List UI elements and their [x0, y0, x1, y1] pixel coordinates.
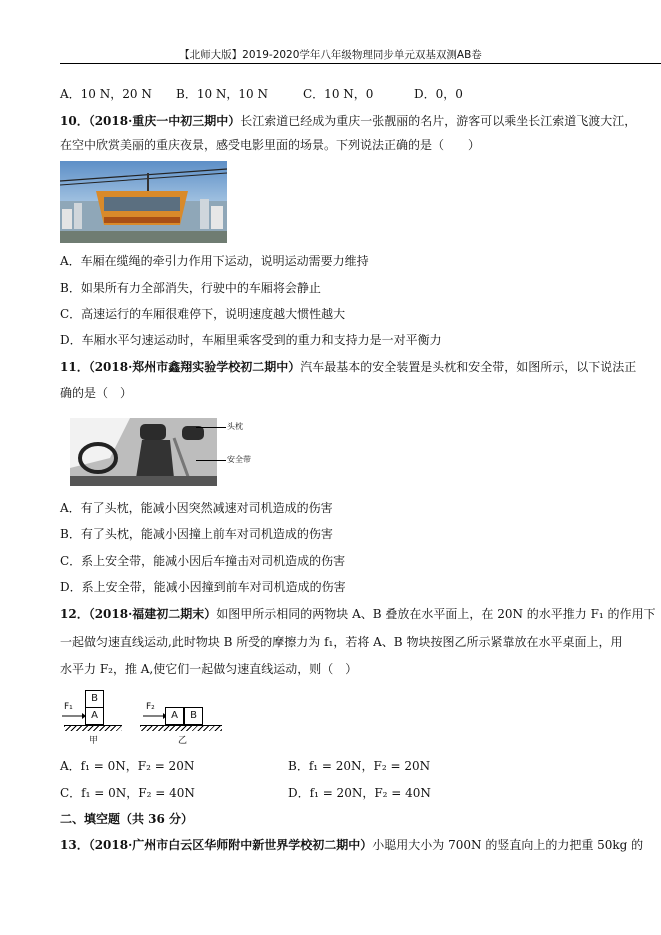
- q12-source: 12．（2018·福建初二期末）: [60, 607, 217, 621]
- fig-jia-block-b: B: [85, 690, 104, 708]
- car-seat-photo: [70, 418, 217, 486]
- q9-option-a: A．10 N，20 N: [60, 87, 152, 101]
- q10-option-d: D．车厢水平匀速运动时，车厢里乘客受到的重力和支持力是一对平衡力: [60, 333, 442, 347]
- page-header: 【北师大版】2019-2020学年八年级物理同步单元双基双测AB卷: [179, 49, 482, 61]
- q10-source: 10．（2018·重庆一中初三期中）: [60, 114, 241, 128]
- q12-option-b: B．f₁ = 20N，F₂ = 20N: [288, 759, 431, 773]
- q11-stem-line2: 确的是（ ）: [60, 386, 133, 400]
- q11-option-c: C．系上安全带，能减小因后车撞击对司机造成的伤害: [60, 554, 346, 568]
- fig-jia-hatch: [64, 726, 122, 731]
- q11-option-b: B．有了头枕，能减小因撞上前车对司机造成的伤害: [60, 527, 333, 541]
- fig-jia-arrow: [62, 712, 86, 720]
- fig-jia-caption: 甲: [89, 736, 99, 746]
- label-headrest: 头枕: [227, 422, 243, 431]
- q11-source: 11．（2018·郑州市鑫翔实验学校初二期中）: [60, 360, 301, 374]
- fig-jia-force-label: F₁: [64, 702, 73, 712]
- q9-option-c: C．10 N，0: [303, 87, 374, 101]
- fig-yi-block-b: B: [184, 707, 203, 725]
- q12-stem-line1: [60, 606, 656, 622]
- q11-stem-line1: [60, 359, 636, 375]
- belt-leader-line: [196, 460, 226, 461]
- cable-car-photo: [60, 161, 227, 243]
- q12-stem-line2: 一起做匀速直线运动,此时物块 B 所受的摩擦力为 f₁，若将 A、B 物块按图乙所示紧靠放在水平桌面上，用: [60, 635, 623, 649]
- q12-stem-line3: 水平力 F₂，推 A,使它们一起做匀速直线运动，则（ ）: [60, 662, 358, 676]
- fig-yi-block-a: A: [165, 707, 184, 725]
- q12-stem-text: 如图甲所示相同的两物块 A、B 叠放在水平面上，在 20N 的水平推力 F₁ 的作用下: [216, 607, 656, 621]
- q10-stem-text: 长江索道已经成为重庆一张靓丽的名片，游客可以乘坐长江索道飞渡大江，: [240, 114, 637, 128]
- q10-option-a: A．车厢在缆绳的牵引力作用下运动，说明运动需要力维持: [60, 254, 369, 268]
- header-rule: [60, 63, 661, 64]
- q10-option-b: B．如果所有力全部消失，行驶中的车厢将会静止: [60, 281, 321, 295]
- fig-yi-arrow: [143, 712, 167, 720]
- headrest-leader-line: [196, 427, 226, 428]
- q11-option-a: A．有了头枕，能减小因突然减速对司机造成的伤害: [60, 501, 333, 515]
- q10-stem-line1: [60, 113, 636, 129]
- q10-stem-line2: 在空中欣赏美丽的重庆夜景，感受电影里面的场景。下列说法正确的是（ ）: [60, 138, 481, 152]
- q9-option-d: D．0，0: [414, 87, 463, 101]
- fig-yi-force-label: F₂: [146, 702, 155, 712]
- fig-yi-caption: 乙: [178, 736, 188, 746]
- q12-option-a: A．f₁ = 0N，F₂ = 20N: [60, 759, 195, 773]
- q13-stem-text: 小聪用大小为 700N 的竖直向上的力把重 50kg 的: [372, 838, 644, 852]
- q12-option-c: C．f₁ = 0N，F₂ = 40N: [60, 786, 195, 800]
- q13-stem-line1: [60, 837, 643, 853]
- q9-option-b: B．10 N，10 N: [176, 87, 268, 101]
- q12-option-d: D．f₁ = 20N，F₂ = 40N: [288, 786, 431, 800]
- q11-stem-text: 汽车最基本的安全装置是头枕和安全带，如图所示，以下说法正: [300, 360, 637, 374]
- label-seatbelt: 安全带: [227, 455, 251, 464]
- fig-yi-hatch: [140, 726, 222, 731]
- q10-option-c: C．高速运行的车厢很难停下，说明速度越大惯性越大: [60, 307, 346, 321]
- section-title-fill-in: 二、填空题（共 36 分）: [60, 812, 194, 826]
- q13-source: 13．（2018·广州市白云区华师附中新世界学校初二期中）: [60, 838, 373, 852]
- q11-option-d: D．系上安全带，能减小因撞到前车对司机造成的伤害: [60, 580, 346, 594]
- fig-jia-block-a: A: [85, 707, 104, 725]
